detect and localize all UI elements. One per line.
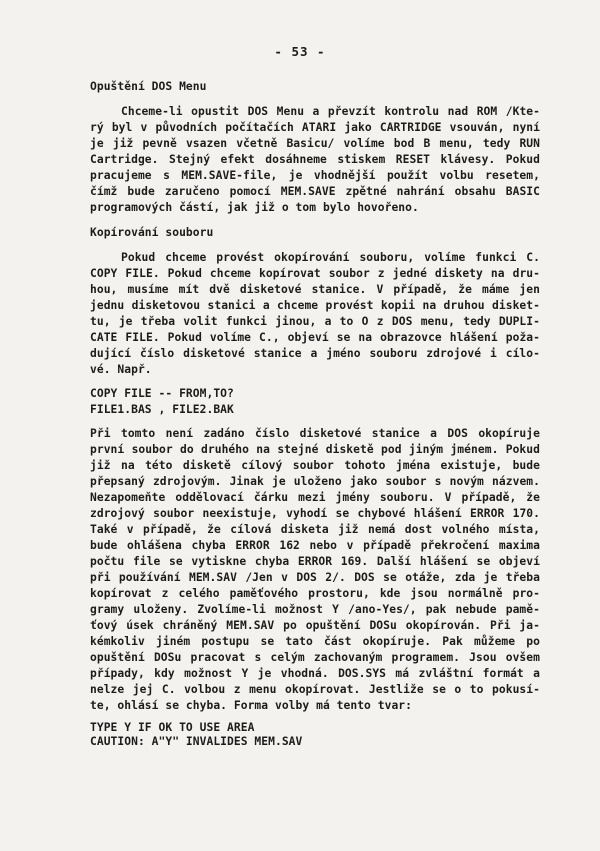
paragraph-line: hou, musíme mít dvě disketové stanice. V případě, že máme jen	[90, 283, 540, 296]
paragraph-line: Chceme-li opustit DOS Menu a převzít kontrolu nad ROM /Kte-	[121, 105, 540, 118]
code-line: FILE1.BAS , FILE2.BAK	[90, 403, 234, 416]
code-line: COPY FILE -- FROM,TO?	[90, 387, 234, 400]
paragraph-line: tu, je třeba volit funkci jinou, a to O z DOS menu, tedy DUPLI-	[90, 315, 540, 328]
paragraph-line: pracujeme s MEM.SAVE-file, je vhodnější použít volbu resetem,	[90, 169, 540, 182]
paragraph-line: opuštění DOSu pracovat s celým zachovaným programem. Jsou ovšem	[90, 651, 540, 664]
paragraph-line: Pokud chceme provést okopírování souboru, volíme funkci C.	[121, 251, 540, 264]
paragraph-line: dující číslo disketové stanice a jméno souboru zdrojové i cílo-	[90, 347, 540, 360]
paragraph-line: případy, kdy možnost Y je vhodná. DOS.SYS má zvláštní formát a	[90, 667, 540, 680]
paragraph-line: zdrojový soubor neexistuje, vyhodí se chybové hlášení ERROR 170.	[90, 507, 540, 520]
paragraph-line: kémkoliv jiném postupu se tato část okopíruje. Pak můžeme po	[90, 635, 540, 648]
paragraph-line: Také v případě, že cílová disketa již nemá dost volného místa,	[90, 523, 540, 536]
paragraph-line: přepsaný zdrojovým. Jinak je uloženo jako soubor s novým názvem.	[90, 475, 540, 488]
page-number: - 53 -	[274, 44, 326, 59]
code-line: TYPE Y IF OK TO USE AREA	[90, 721, 255, 734]
paragraph-line: Cartridge. Stejný efekt dosáhneme stiskem RESET klávesy. Pokud	[90, 153, 540, 166]
paragraph-line: ťový úsek chráněný MEM.SAV po opuštění DOSu okopírován. Při ja-	[90, 619, 540, 632]
paragraph-line: vé. Např.	[90, 363, 152, 376]
paragraph-line: již na této disketě cílový soubor tohoto jména existuje, bude	[90, 459, 540, 472]
paragraph-line: rý byl v původních počítačích ATARI jako CARTRIDGE vsouván, nyní	[90, 121, 540, 134]
paragraph-line: programových částí, jak již o tom bylo hovořeno.	[90, 201, 419, 214]
paragraph-line: bude ohlášena chyba ERROR 162 nebo v případě překročení maxima	[90, 539, 540, 552]
paragraph-line: při používání MEM.SAV /Jen v DOS 2/. DOS se otáže, zda je třeba	[90, 571, 540, 584]
paragraph-line: CATE FILE. Pokud volíme C., objeví se na obrazovce hlášení poža-	[90, 331, 540, 344]
paragraph-line: gramy uloženy. Zvolíme-li možnost Y /ano-Yes/, pak nebude pamě-	[90, 603, 540, 616]
paragraph-line: počtu file se vytiskne chyba ERROR 169. Další hlášení se objeví	[90, 555, 540, 568]
paragraph-line: nelze jej C. volbou z menu okopírovat. Jestliže se o to pokusí-	[90, 683, 540, 696]
paragraph-line: te, ohlásí se chyba. Forma volby má tento tvar:	[90, 699, 413, 712]
paragraph-line: kopírovat z celého paměťového prostoru, kde jsou normálně pro-	[90, 587, 540, 600]
paragraph-line: první soubor do druhého na stejné disketě pod jiným jménem. Pokud	[90, 443, 540, 456]
section-heading: Kopírování souboru	[90, 226, 214, 239]
section-heading: Opuštění DOS Menu	[90, 80, 207, 93]
paragraph-line: čímž bude zaručeno pomocí MEM.SAVE zpětné nahrání obsahu BASIC	[90, 185, 540, 198]
code-line: CAUTION: A"Y" INVALIDES MEM.SAV	[90, 735, 303, 748]
paragraph-line: jednu disketovou stanici a chceme provést kopii na druhou disket-	[90, 299, 540, 312]
paragraph-line: Nezapomeňte oddělovací čárku mezi jmény souboru. V případě, že	[90, 491, 540, 504]
paragraph-line: Při tomto není zadáno číslo disketové stanice a DOS okopíruje	[90, 427, 540, 440]
paragraph-line: je již pevně vsazen včetně Basicu/ volíme bod B menu, tedy RUN	[90, 137, 540, 150]
paragraph-line: COPY FILE. Pokud chceme kopírovat soubor z jedné diskety na dru-	[90, 267, 540, 280]
